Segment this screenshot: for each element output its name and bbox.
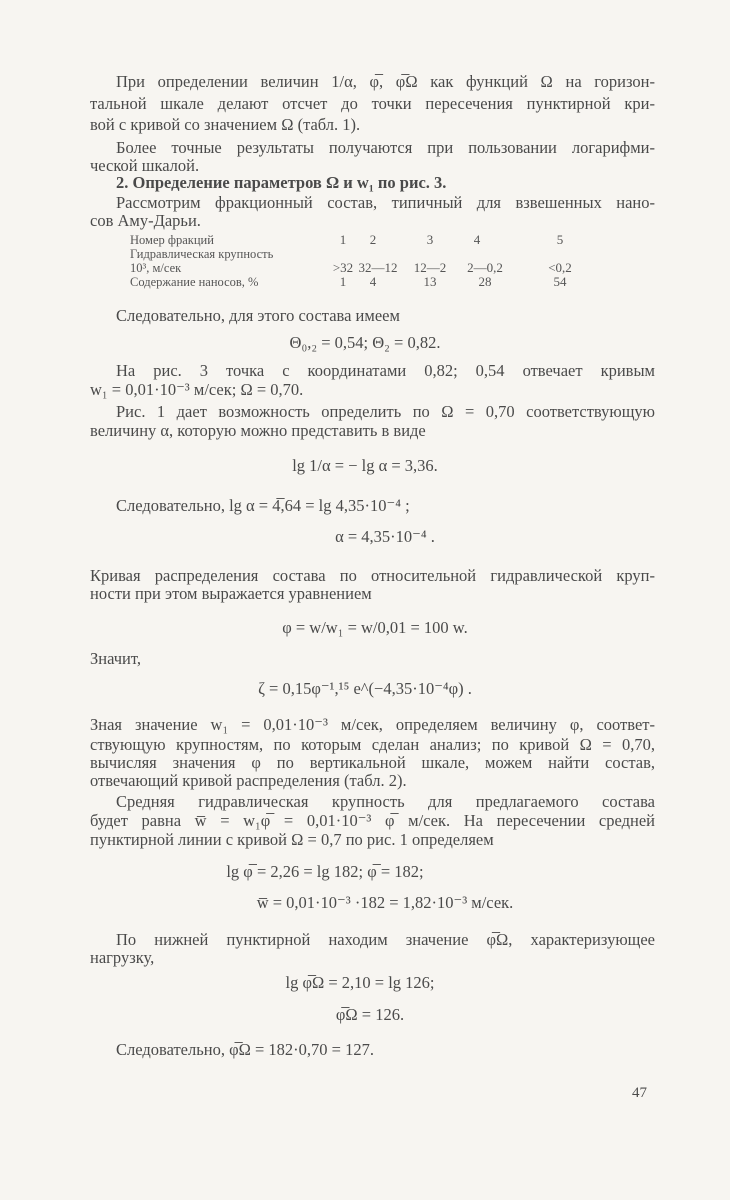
text-line: Более точные результаты получаются при пользовании логарифми- <box>116 138 655 157</box>
table-row-label: Гидравлическая крупность <box>130 247 274 261</box>
formula: α = 4,35·10⁻⁴ . <box>335 527 435 546</box>
text-line: будет равна w̅ = w₁φ̅ = 0,01·10⁻³ φ̅ м/сек. На пересечении средней <box>90 811 655 830</box>
table-cell: 2 <box>369 232 377 247</box>
text-line: Следовательно, для этого состава имеем <box>116 306 400 325</box>
text-line: тальной шкале делают отсчет до точки пересечения пунктирной кри- <box>90 94 655 113</box>
text-line: вычисляя значения φ по вертикальной шкале, можем найти состав, <box>90 753 655 772</box>
table-cell: <0,2 <box>548 260 572 275</box>
table-row-label: 10³, м/сек <box>130 261 182 275</box>
text-line: вой с кривой со значением Ω (табл. 1). <box>90 115 361 134</box>
table-cell: 32—12 <box>358 260 398 275</box>
text-line: ствующую крупностям, по которым сделан анализ; по кривой Ω = 0,70, <box>90 735 655 754</box>
table-row-label: Содержание наносов, % <box>130 275 259 289</box>
table-row-label: Номер фракций <box>130 233 214 247</box>
formula: φ̅Ω = 126. <box>335 1005 405 1024</box>
text-line: величину α, которую можно представить в виде <box>90 421 426 440</box>
text-line: Рис. 1 дает возможность определить по Ω = 0,70 соответствующую <box>116 402 655 421</box>
text-line: сов Аму-Дарьи. <box>90 211 201 230</box>
formula: lg 1/α = − lg α = 3,36. <box>292 456 438 475</box>
text-line: отвечающий кривой распределения (табл. 2). <box>90 771 407 790</box>
text-line: w₁ = 0,01·10⁻³ м/сек; Ω = 0,70. <box>90 380 304 399</box>
table-cell: 54 <box>553 274 567 289</box>
table-cell: 2—0,2 <box>467 260 503 275</box>
formula: ζ = 0,15φ⁻¹,¹⁵ e^(−4,35·10⁻⁴φ) . <box>258 679 472 698</box>
table-cell: 12—2 <box>413 260 447 275</box>
table-cell: 1 <box>339 274 347 289</box>
table-cell: 5 <box>556 232 564 247</box>
formula: lg φ̅Ω = 2,10 = lg 126; <box>285 973 435 992</box>
table-cell: 3 <box>426 232 434 247</box>
text-line: По нижней пунктирной находим значение φ̅Ω, характеризующее <box>116 930 655 949</box>
section-heading: 2. Определение параметров Ω и w₁ по рис. 3. <box>116 173 447 192</box>
text-line: Средняя гидравлическая крупность для предлагаемого состава <box>116 792 655 811</box>
text-line: На рис. 3 точка с координатами 0,82; 0,54 отвечает кривым <box>116 361 655 380</box>
text-line: Значит, <box>90 649 141 668</box>
formula: w̅ = 0,01·10⁻³ ·182 = 1,82·10⁻³ м/сек. <box>256 893 514 912</box>
text-line: Кривая распределения состава по относительной гидравлической круп- <box>90 566 655 585</box>
text-line: нагрузку, <box>90 948 155 967</box>
text-line: Зная значение w₁ = 0,01·10⁻³ м/сек, определяем величину φ, соответ- <box>90 715 655 734</box>
text-line: пунктирной линии с кривой Ω = 0,7 по рис. 1 определяем <box>90 830 494 849</box>
text-line: ности при этом выражается уравнением <box>90 584 372 603</box>
page-number: 47 <box>632 1085 647 1101</box>
text-line: Следовательно, φ̅Ω = 182·0,70 = 127. <box>116 1040 374 1059</box>
table-cell: 13 <box>423 274 437 289</box>
formula: Θ₀,₂ = 0,54; Θ₂ = 0,82. <box>289 333 441 352</box>
text-line: Рассмотрим фракционный состав, типичный для взвешенных нано- <box>116 193 655 212</box>
table-cell: 1 <box>339 232 347 247</box>
table-cell: >32 <box>332 260 354 275</box>
text-line: ческой шкалой. <box>90 156 200 175</box>
formula: lg φ̅ = 2,26 = lg 182; φ̅ = 182; <box>226 862 424 881</box>
text-line: При определении величин 1/α, φ̅, φ̅Ω как функций Ω на горизон- <box>116 72 655 91</box>
table-cell: 4 <box>369 274 377 289</box>
formula: φ = w/w₁ = w/0,01 = 100 w. <box>282 618 468 637</box>
table-cell: 4 <box>473 232 481 247</box>
table-cell: 28 <box>478 274 492 289</box>
text-line: Следовательно, lg α = 4̅,64 = lg 4,35·10⁻⁴ ; <box>116 496 410 515</box>
